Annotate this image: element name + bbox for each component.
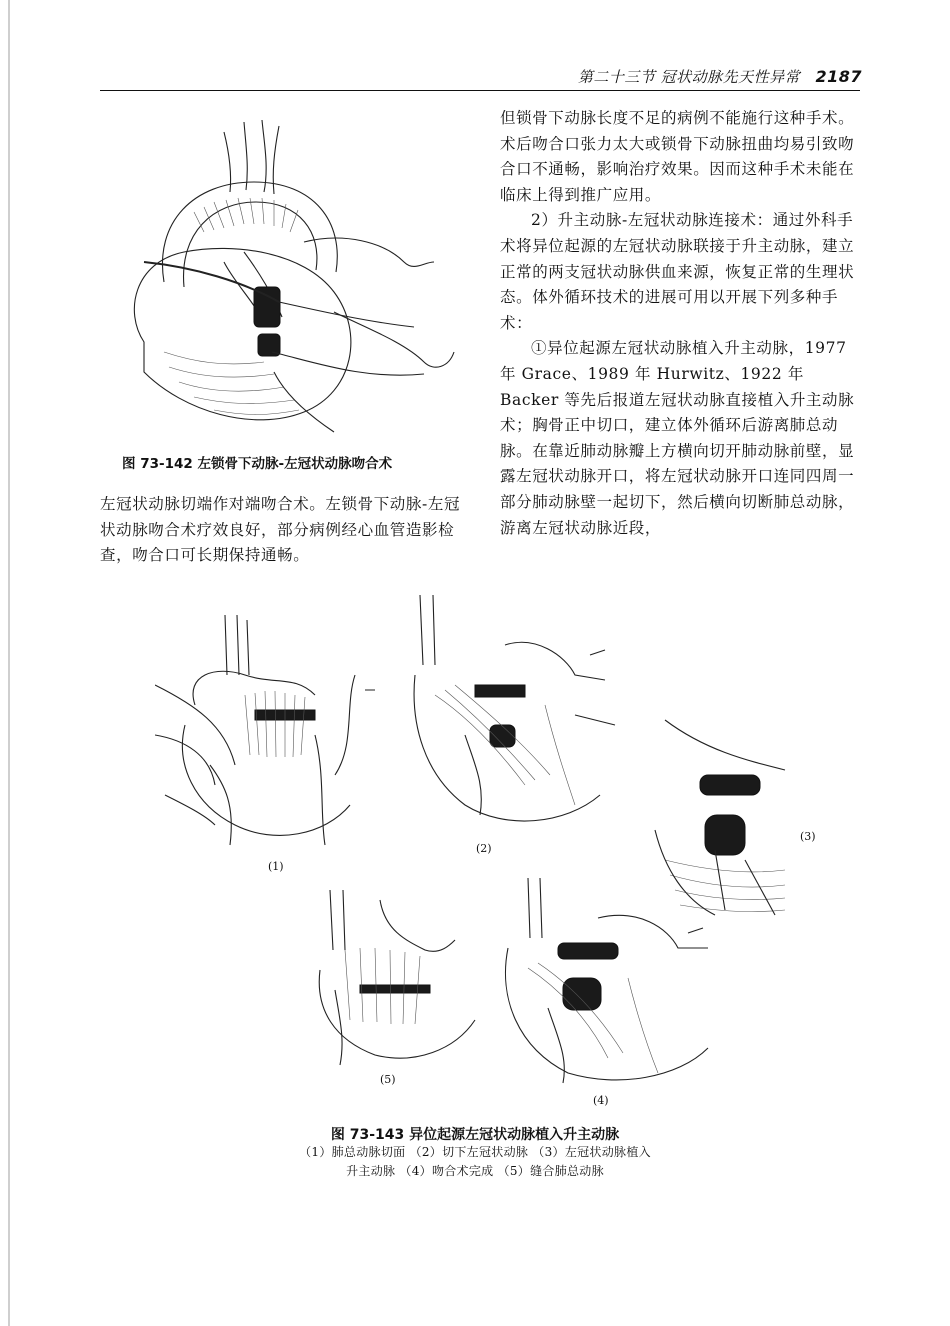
left-column-text: [100, 492, 468, 569]
panel-label-5: (5): [380, 1073, 396, 1086]
figure-143-caption: 图 73-143 异位起源左冠状动脉植入升主动脉: [330, 1127, 620, 1143]
figure-142-caption: 图 73-142 左锁骨下动脉-左冠状动脉吻合术: [122, 456, 393, 472]
figure-142-illustration: [104, 112, 470, 444]
figure-143-panel-4: [498, 878, 720, 1088]
header-section-title: 第二十三节 冠状动脉先天性异常: [577, 68, 801, 86]
paragraph-continued: 但锁骨下动脉长度不足的病例不能施行这种手术。术后吻合口张力太大或锁骨下动脉扭曲均易引致吻合口不通畅，影响治疗效果。因而这种手术未能在临床上得到推广应用。: [500, 109, 855, 204]
paragraph-left: 左冠状动脉切端作对端吻合术。左锁骨下动脉-左冠状动脉吻合术疗效良好，部分病例经心血管造影检查，吻合口可长期保持通畅。: [100, 495, 461, 565]
page-number: 2187: [815, 67, 862, 86]
panel-label-3: (3): [800, 830, 816, 843]
paragraph-method-2: 2）升主动脉-左冠状动脉连接术：通过外科手术将异位起源的左冠状动脉联接于升主动脉，建立正常的两支冠状动脉供血来源，恢复正常的生理状态。体外循环技术的进展可用以开展下列多种手术：: [500, 211, 855, 332]
panel-label-2: (2): [476, 842, 492, 855]
panel-label-1: (1): [268, 860, 284, 873]
running-header: [100, 66, 862, 87]
figure-143-subcaption-line2: 升主动脉 （4）吻合术完成 （5）缝合肺总动脉: [346, 1164, 604, 1178]
header-rule: [100, 90, 860, 91]
figure-143-panel-5: [315, 890, 485, 1070]
paragraph-method-2-1: ①异位起源左冠状动脉植入升主动脉，1977 年 Grace、1989 年 Hurwitz、1922 年 Backer 等先后报道左冠状动脉直接植入升主动脉术；胸骨正中切口，建立体外循环后游离肺总动脉。在靠近肺动脉瓣上方横向切开肺动脉前壁，显露左冠状动脉开口，将左冠状动脉开口连同四周一部分肺动脉壁一起切下，然后横向切断肺总动脉，游离左冠状动脉近段，: [500, 339, 855, 537]
figure-143-panel-1: [155, 615, 385, 860]
figure-143-subcaption-line1: （1）肺总动脉切面 （2）切下左冠状动脉 （3）左冠状动脉植入: [299, 1145, 651, 1159]
right-column-text: [500, 106, 866, 541]
panel-label-4: (4): [593, 1094, 609, 1107]
figure-143-panel-2: [405, 595, 620, 845]
